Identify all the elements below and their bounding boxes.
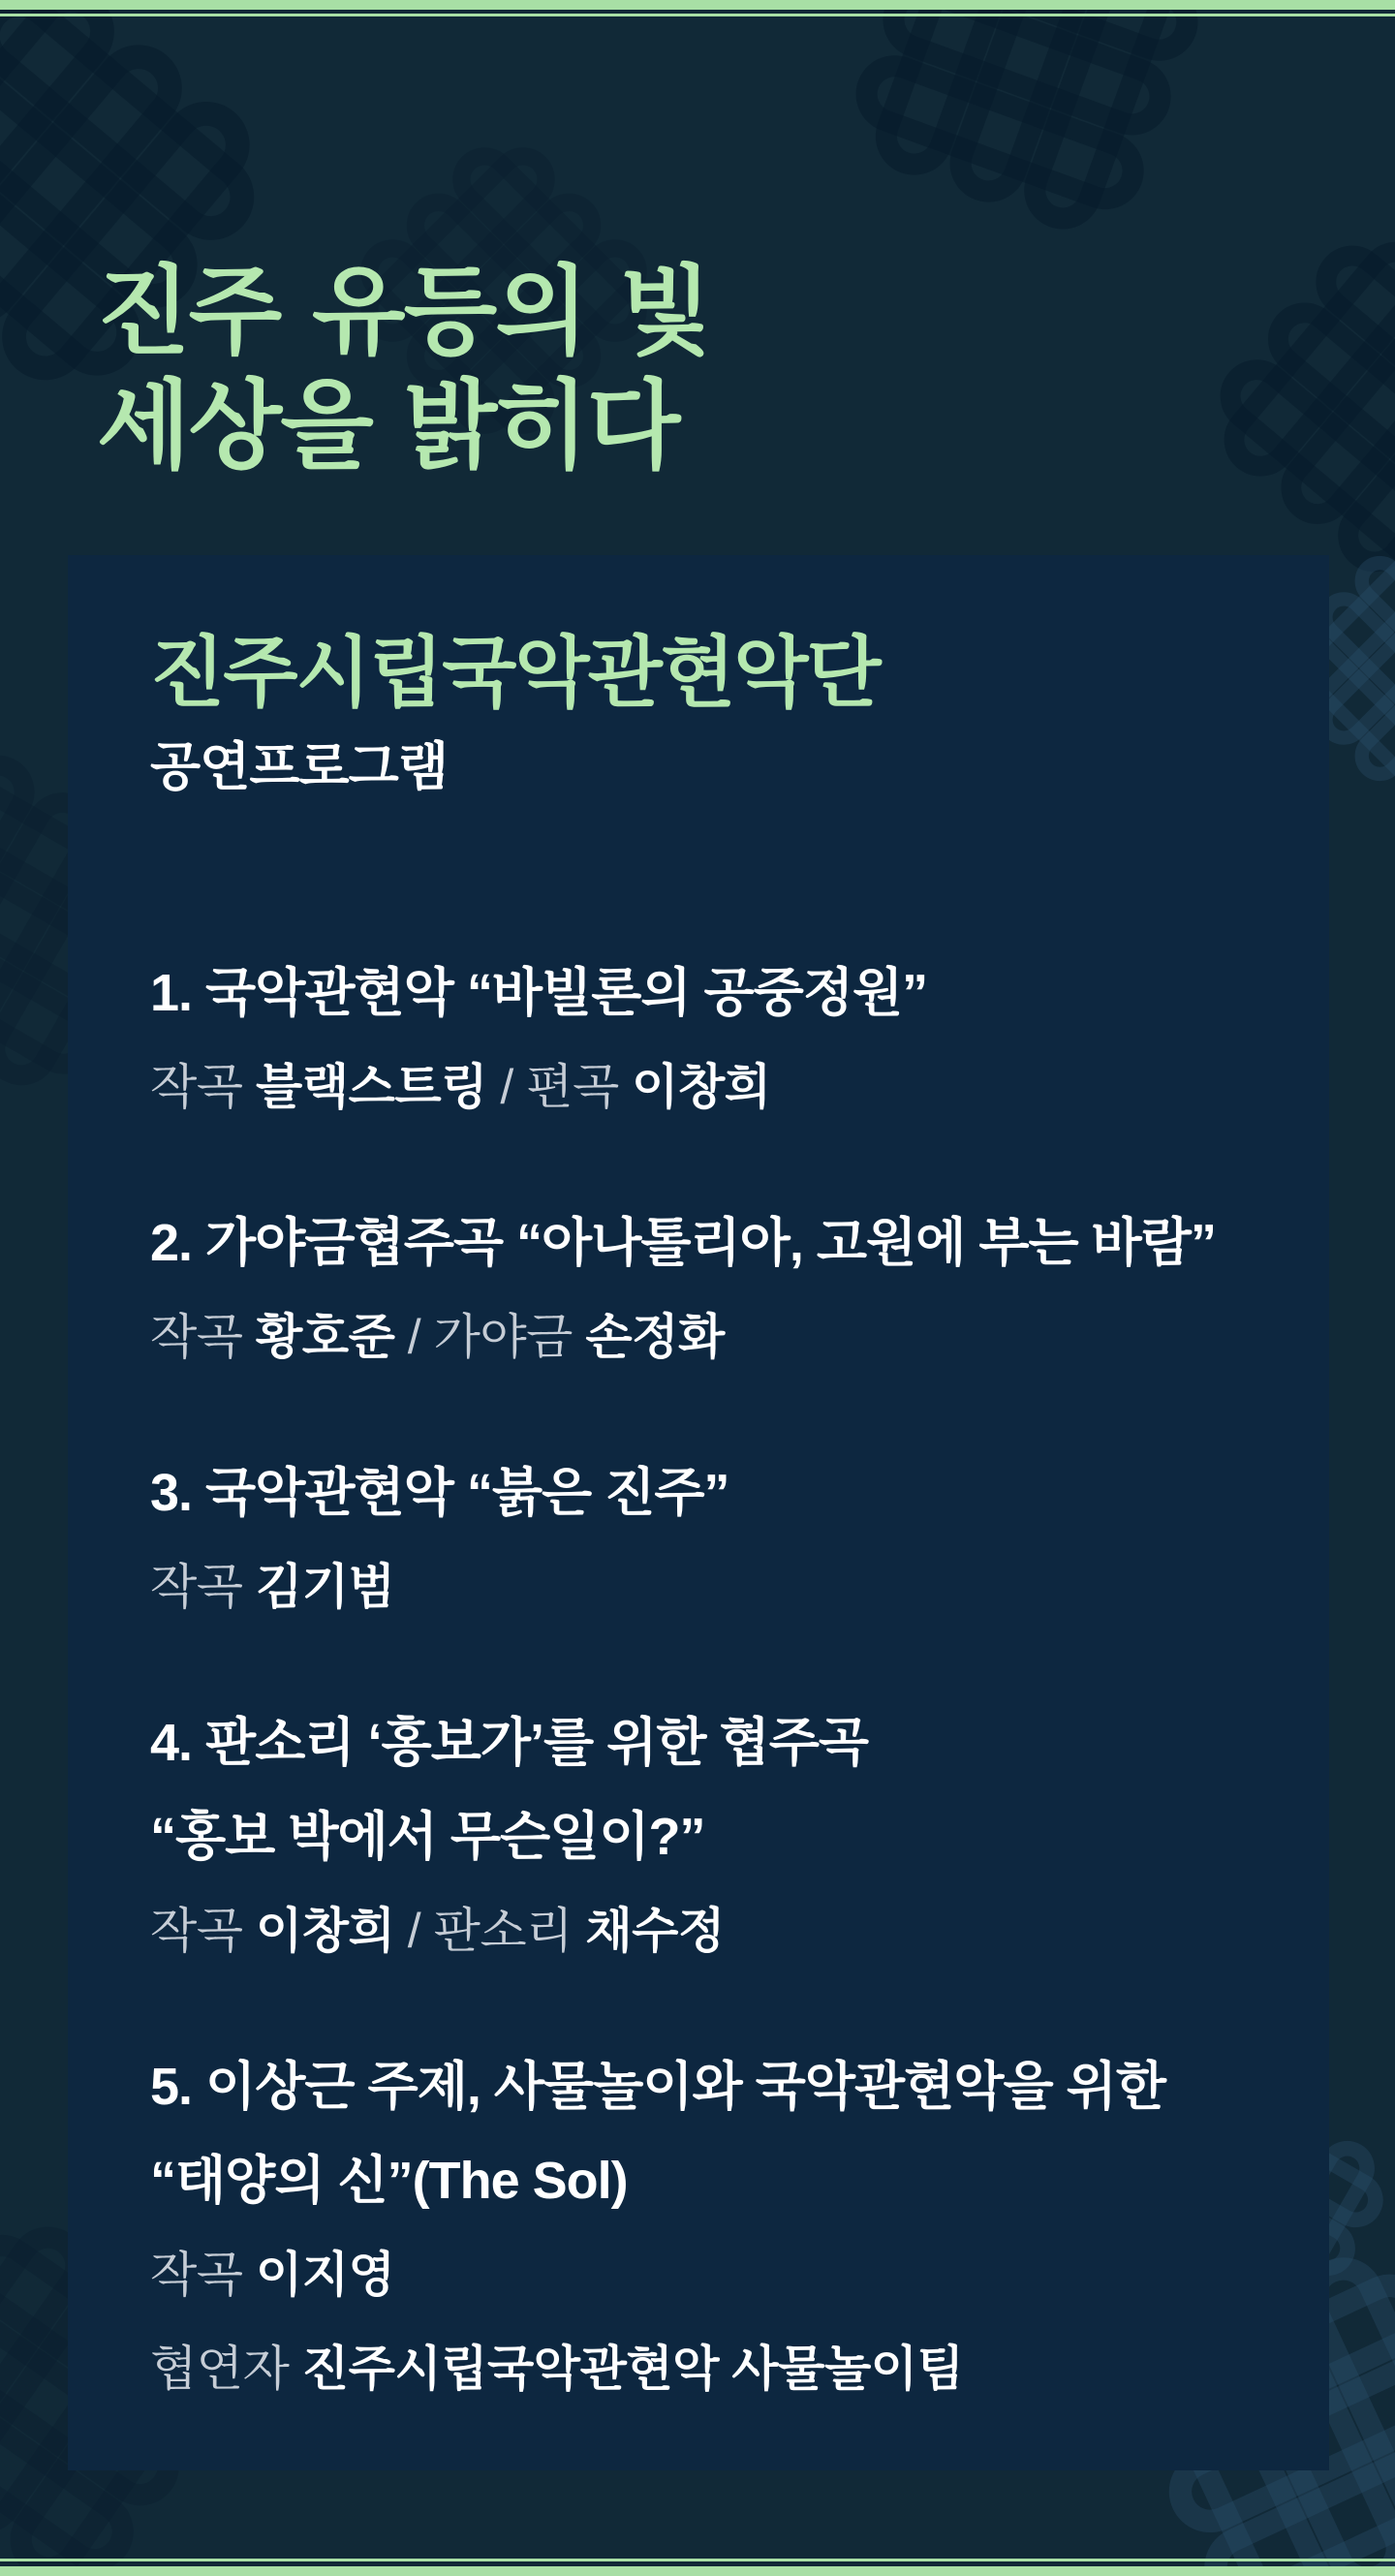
- credit-label: / 편곡: [487, 1060, 633, 1114]
- program-item-title: 5. 이상근 주제, 사물놀이와 국악관현악을 위한: [150, 2058, 1166, 2116]
- credit-label: 협연자: [150, 2342, 302, 2396]
- program-item-5: [150, 2040, 1276, 2416]
- program-item-title: “태양의 신”(The Sol): [150, 2152, 628, 2210]
- credit-label: 작곡: [150, 2248, 256, 2302]
- program-item-credit: [150, 1540, 1276, 1634]
- program-item-credit: [150, 2322, 1276, 2416]
- credit-label: / 판소리: [394, 1904, 586, 1958]
- program-list: [150, 947, 1276, 2416]
- program-card: [68, 555, 1329, 2470]
- credit-name: 진주시립국악관현악 사물놀이팀: [301, 2342, 964, 2396]
- credit-label: 작곡: [150, 1310, 256, 1364]
- poster-title: [97, 254, 710, 482]
- program-item-title: “홍보 박에서 무슨일이?”: [150, 1808, 705, 1866]
- credit-name: 손정화: [585, 1310, 725, 1364]
- program-item-3: [150, 1446, 1276, 1634]
- credit-name: 채수정: [585, 1904, 725, 1958]
- program-item-4: [150, 1696, 1276, 1978]
- program-item-2: [150, 1196, 1276, 1384]
- program-item-credit: [150, 1040, 1276, 1134]
- program-item-title: 4. 판소리 ‘홍보가’를 위한 협주곡: [150, 1714, 869, 1772]
- program-heading: 진주시립국악관현악단: [150, 627, 880, 718]
- bottom-border-line: [0, 2559, 1395, 2561]
- credit-name: 이창희: [256, 1904, 395, 1958]
- credit-label: 작곡: [150, 1060, 256, 1114]
- program-item-credit: [150, 1884, 1276, 1978]
- credit-label: / 가야금: [394, 1310, 586, 1364]
- knot-icon: [1199, 221, 1395, 592]
- credit-name: 황호준: [256, 1310, 395, 1364]
- poster-title-line-1: 진주 유등의 빛: [97, 254, 711, 368]
- top-border-line: [0, 14, 1395, 16]
- credit-label: 작곡: [150, 1560, 256, 1614]
- program-item-title: 1. 국악관현악 “바빌론의 공중정원”: [150, 964, 928, 1022]
- credit-name: 이창희: [632, 1060, 771, 1114]
- credit-name: 이지영: [256, 2248, 395, 2302]
- program-subheading: 공연프로그램: [150, 735, 448, 797]
- program-item-credit: [150, 2228, 1276, 2322]
- credit-name: 김기범: [256, 1560, 395, 1614]
- poster-title-line-2: 세상을 밝히다: [97, 368, 679, 482]
- knot-icon: [848, 0, 1206, 237]
- credit-name: 블랙스트링: [256, 1060, 487, 1114]
- program-item-credit: [150, 1290, 1276, 1384]
- program-item-1: [150, 947, 1276, 1134]
- bottom-border-bar: [0, 2566, 1395, 2576]
- program-item-title: 2. 가야금협주곡 “아나톨리아, 고원에 부는 바람”: [150, 1214, 1217, 1272]
- credit-label: 작곡: [150, 1904, 256, 1958]
- top-border-bar: [0, 0, 1395, 10]
- program-item-title: 3. 국악관현악 “붉은 진주”: [150, 1464, 729, 1522]
